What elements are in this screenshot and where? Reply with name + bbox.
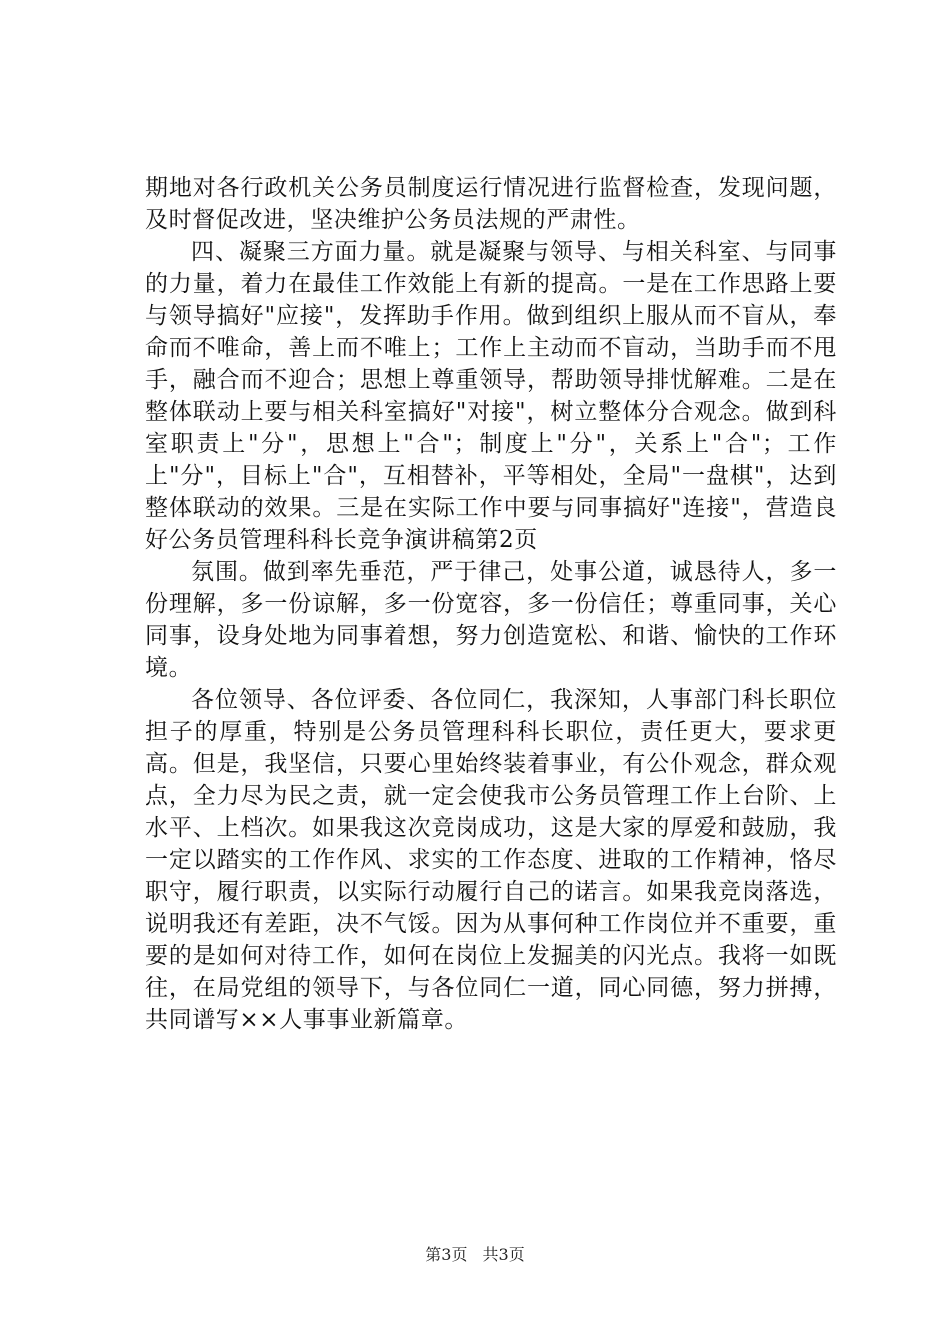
page-number: 第3页 (425, 1245, 468, 1264)
paragraph-continuation: 期地对各行政机关公务员制度运行情况进行监督检查，发现问题，及时督促改进，坚决维护公务员法规的严肃性。 (145, 175, 837, 233)
paragraph-atmosphere: 氛围。做到率先垂范，严于律己，处事公道，诚恳待人，多一份理解，多一份谅解，多一份宽容，多一份信任；尊重同事，关心同事，设身处地为同事着想，努力创造宽松、和谐、愉快的工作环境。 (145, 559, 837, 681)
page-total: 共3页 (482, 1245, 525, 1264)
page-footer (0, 1242, 950, 1265)
document-body (145, 172, 837, 1036)
paragraph-closing: 各位领导、各位评委、各位同仁，我深知，人事部门科长职位担子的厚重，特别是公务员管理科科长职位，责任更大，要求更高。但是，我坚信，只要心里始终装着事业，有公仆观念，群众观点，全力尽为民之责，就一定会使我市公务员管理工作上台阶、上水平、上档次。如果我这次竞岗成功，这是大家的厚爱和鼓励，我一定以踏实的工作作风、求实的工作态度、进取的工作精神，恪尽职守，履行职责，以实际行动履行自己的诺言。如果我竞岗落选，说明我还有差距，决不气馁。因为从事何种工作岗位并不重要，重要的是如何对待工作，如何在岗位上发掘美的闪光点。我将一如既往，在局党组的领导下，与各位同仁一道，同心同德，努力拼搏，共同谱写××人事事业新篇章。 (145, 687, 837, 1033)
paragraph-section-four: 四、凝聚三方面力量。就是凝聚与领导、与相关科室、与同事的力量，着力在最佳工作效能上有新的提高。一是在工作思路上要与领导搞好"应接"，发挥助手作用。做到组织上服从而不盲从，奉命而不唯命，善上而不唯上；工作上主动而不盲动，当助手而不甩手，融合而不迎合；思想上尊重领导，帮助领导排忧解难。二是在整体联动上要与相关科室搞好"对接"，树立整体分合观念。做到科室职责上"分"，思想上"合"；制度上"分"，关系上"合"；工作上"分"，目标上"合"，互相替补，平等相处，全局"一盘棋"，达到整体联动的效果。三是在实际工作中要与同事搞好"连接"，营造良好公务员管理科科长竞争演讲稿第2页 (145, 239, 837, 553)
